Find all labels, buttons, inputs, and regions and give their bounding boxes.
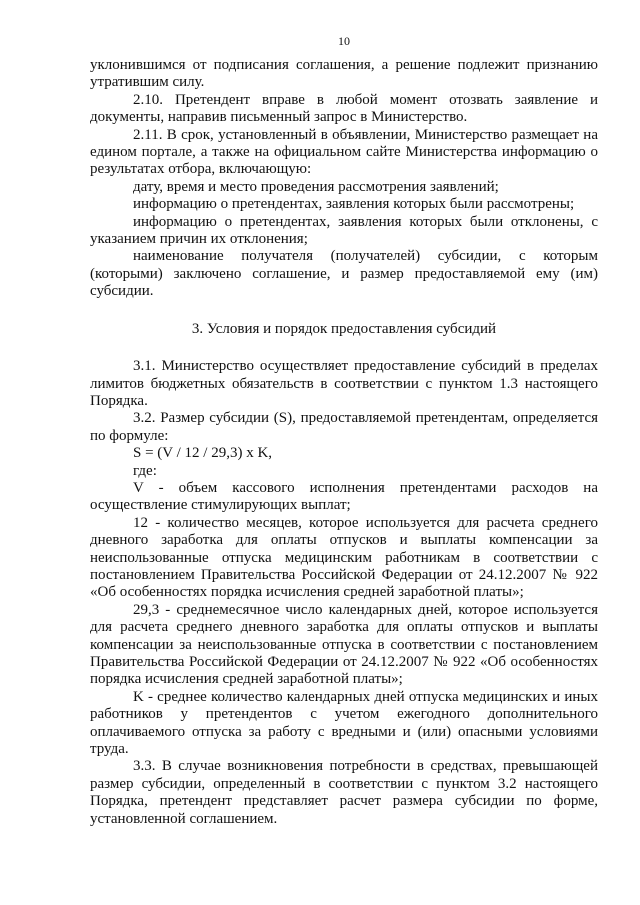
formula: S = (V / 12 / 29,3) x K, (133, 445, 273, 462)
definition-29-3: 29,3 - среднемесячное число календарных дней, которое используется для расчета среднего дневного заработка для оплаты отпусков и выплаты компенсации за неиспользованные отпуска в соответствии с постановлением Правительства Российской Федерации от 24.12.2007 № 922 «Об особенностях порядка исчисления средней заработной платы»; (90, 601, 598, 688)
paragraph-3-3: 3.3. В случае возникновения потребности в средствах, превышающей размер субсидии, определенный в соответствии с пунктом 3.2 настоящего Порядка, претендент представляет расчет размера субсидии по форме, установленной соглашением. (90, 758, 598, 827)
list-item-recipients: наименование получателя (получателей) субсидии, с которым (которыми) заключено соглашение, и размер предоставляемой ему (им) субсидии. (90, 248, 598, 300)
list-item-reviewed-applicants: информацию о претендентах, заявления которых были рассмотрены; (133, 196, 575, 213)
list-item-rejected-applicants: информацию о претендентах, заявления которых были отклонены, с указанием причин их отклонения; (90, 213, 598, 248)
definition-v: V - объем кассового исполнения претендентами расходов на осуществление стимулирующих выплат; (90, 479, 598, 514)
paragraph-2-11: 2.11. В срок, установленный в объявлении, Министерство размещает на едином портале, а также на официальном сайте Министерства информацию о результатах отбора, включающую: (90, 126, 598, 178)
definition-12: 12 - количество месяцев, которое используется для расчета среднего дневного заработка для оплаты отпусков и выплаты компенсации за неиспользованные отпуска медицинским работникам в соответствии с постановлением Правительства Российской Федерации от 24.12.2007 № 922 «Об особенностях порядка исчисления средней заработной платы»; (90, 514, 598, 601)
paragraph-2-10: 2.10. Претендент вправе в любой момент отозвать заявление и документы, направив письменный запрос в Министерство. (90, 91, 598, 126)
list-item-review-date: дату, время и место проведения рассмотрения заявлений; (133, 178, 499, 195)
paragraph-3-1: 3.1. Министерство осуществляет предоставление субсидий в пределах лимитов бюджетных обязательств в соответствии с пунктом 1.3 настоящего Порядка. (90, 358, 598, 409)
formula-where: где: (133, 462, 157, 479)
section-3-heading: 3. Условия и порядок предоставления субсидий (191, 320, 497, 337)
page-number: 10 (338, 34, 350, 48)
definition-k: K - среднее количество календарных дней отпуска медицинских и иных работников у претендентов с учетом ежегодного дополнительного оплачиваемого отпуска за работу с вредными и (или) опасными условиями труда. (90, 688, 598, 758)
paragraph-3-2: 3.2. Размер субсидии (S), предоставляемой претендентам, определяется по формуле: (90, 410, 598, 444)
paragraph-continuation: уклонившимся от подписания соглашения, а решение подлежит признанию утратившим силу. (90, 57, 598, 91)
